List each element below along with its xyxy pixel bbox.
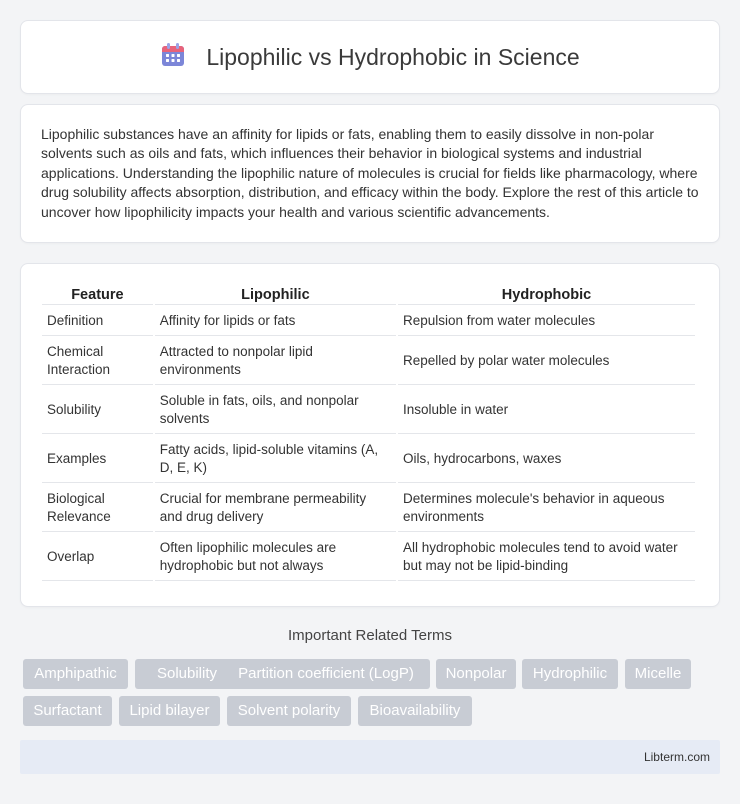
term-tag-amphipathic[interactable]: Amphipathic [23, 659, 128, 689]
table-cell: Soluble in fats, oils, and nonpolar solvents [155, 387, 396, 434]
page-title: Lipophilic vs Hydrophobic in Science [206, 43, 580, 70]
table-cell: Examples [42, 436, 153, 483]
header-feature: Feature [42, 284, 153, 305]
term-tag-nonpolar[interactable]: Nonpolar [436, 659, 516, 689]
table-cell: Overlap [42, 534, 153, 581]
term-tag-partition-coefficient[interactable]: Partition coefficient (LogP) [222, 659, 430, 689]
table-header-row [42, 284, 695, 305]
comparison-table [40, 282, 697, 583]
table-cell: Definition [42, 307, 153, 336]
table-cell: Oils, hydrocarbons, waxes [398, 436, 695, 483]
table-cell: Insoluble in water [398, 387, 695, 434]
table-cell: Affinity for lipids or fats [155, 307, 396, 336]
table-cell: Fatty acids, lipid-soluble vitamins (A, D, E, K) [155, 436, 396, 483]
table-cell: Determines molecule's behavior in aqueous environments [398, 485, 695, 532]
intro-paragraph: Lipophilic substances have an affinity for lipids or fats, enabling them to easily dissolve in non-polar solvents such as oils and fats, which influences their behavior in biological systems and industrial applications. Understanding the lipophilic nature of molecules is crucial for fields like pharmacology, where drug solubility affects absorption, distribution, and efficacy within the body. Explore the rest of this article to uncover how lipophilicity impacts your health and various scientific advancements. [41, 126, 699, 220]
header-hydrophobic: Hydrophobic [398, 284, 695, 305]
comparison-table-card [20, 263, 720, 607]
table-row [42, 338, 695, 385]
table-row [42, 307, 695, 336]
calendar-icon [160, 42, 186, 73]
header-card [20, 20, 720, 94]
term-tag-solubility[interactable]: Solubility [135, 659, 239, 689]
term-tag-micelle[interactable]: Micelle [625, 659, 691, 689]
table-cell: Attracted to nonpolar lipid environments [155, 338, 396, 385]
table-row [42, 387, 695, 434]
footer [20, 740, 720, 774]
term-tag-surfactant[interactable]: Surfactant [23, 696, 112, 726]
term-tag-bioavailability[interactable]: Bioavailability [358, 696, 472, 726]
table-cell: Biological Relevance [42, 485, 153, 532]
table-cell: All hydrophobic molecules tend to avoid water but may not be lipid-binding [398, 534, 695, 581]
term-tag-lipid-bilayer[interactable]: Lipid bilayer [119, 696, 220, 726]
intro-card [20, 104, 720, 243]
related-terms-title: Important Related Terms [288, 627, 452, 644]
table-cell: Often lipophilic molecules are hydrophobic but not always [155, 534, 396, 581]
term-tag-solvent-polarity[interactable]: Solvent polarity [227, 696, 351, 726]
table-row [42, 436, 695, 483]
table-cell: Crucial for membrane permeability and drug delivery [155, 485, 396, 532]
footer-site-link[interactable]: Libterm.com [643, 750, 710, 764]
table-row [42, 485, 695, 532]
table-cell: Chemical Interaction [42, 338, 153, 385]
table-cell: Solubility [42, 387, 153, 434]
table-cell: Repelled by polar water molecules [398, 338, 695, 385]
term-tag-hydrophilic[interactable]: Hydrophilic [522, 659, 618, 689]
header-lipophilic: Lipophilic [155, 284, 396, 305]
table-cell: Repulsion from water molecules [398, 307, 695, 336]
table-row [42, 534, 695, 581]
